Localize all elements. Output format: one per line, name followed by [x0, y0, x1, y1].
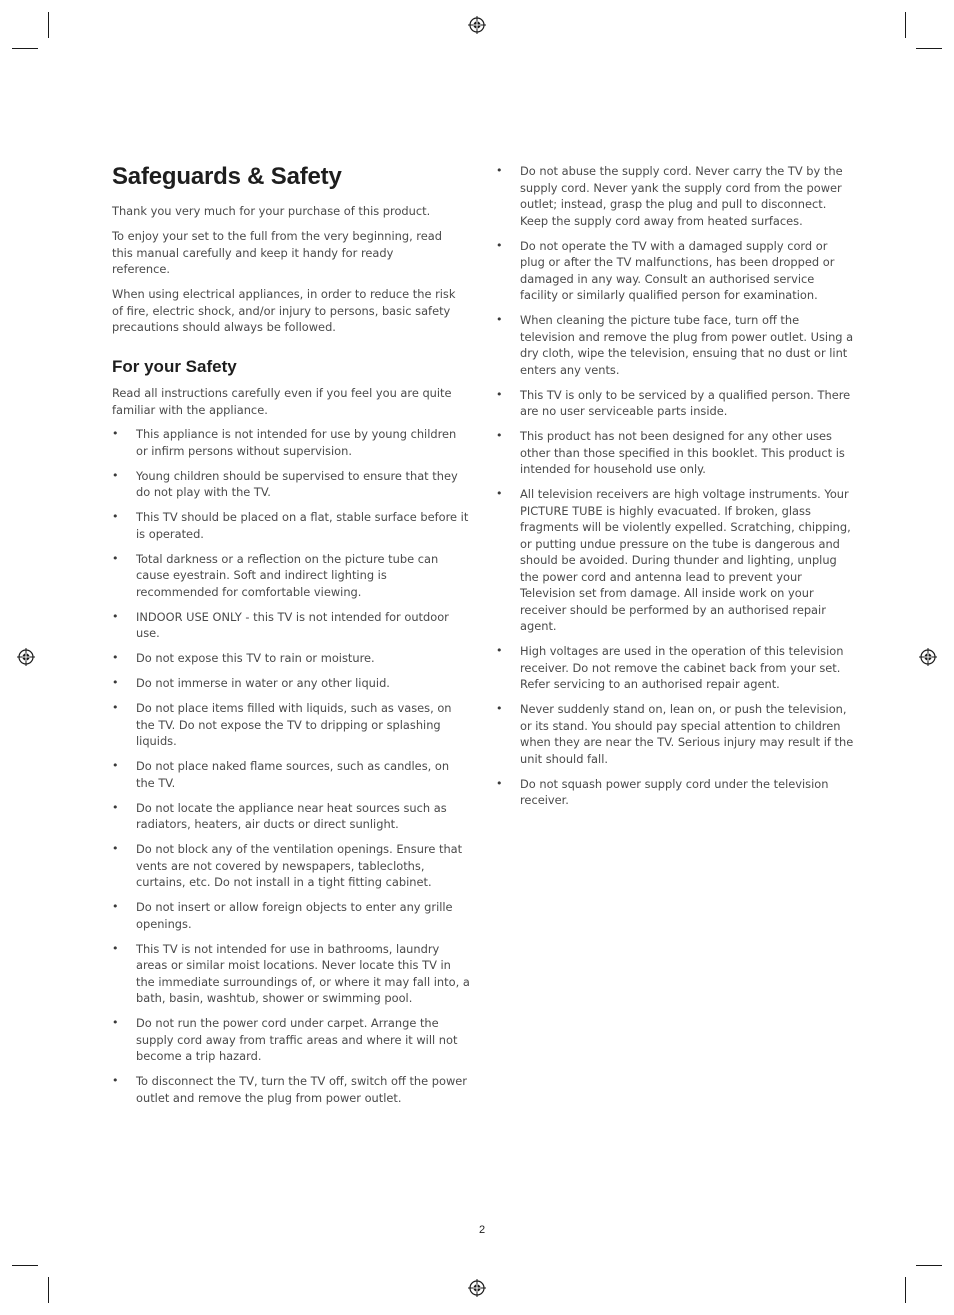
list-item: • Do not squash power supply cord under the television receiver.: [496, 776, 829, 807]
list-item: • This TV is not intended for use in bathrooms, laundry areas or similar moist locations. Never locate this TV in the immediate surroundings of, or where it may fall into, a bath, basin, washtub, shower or swimming pool.: [112, 941, 470, 1005]
bullet-icon: •: [496, 702, 503, 715]
intro-paragraph: To enjoy your set to the full from the very beginning, read this manual carefully and keep it handy for ready reference.: [112, 229, 442, 276]
bullet-icon: •: [112, 842, 119, 855]
list-item: • INDOOR USE ONLY - this TV is not intended for outdoor use.: [112, 609, 449, 640]
bullet-icon: •: [112, 427, 119, 440]
bullet-icon: •: [496, 776, 503, 790]
crop-mark-top-right-v: [905, 12, 906, 38]
crop-mark-top-right-h: [916, 48, 942, 49]
list-item: • Do not place items filled with liquids, such as vases, on the TV. Do not expose the TV to dripping or splashing liquids.: [112, 701, 452, 748]
bullet-icon: •: [496, 164, 503, 177]
bullet-icon: •: [112, 701, 119, 714]
crop-mark-bottom-right-v: [905, 1277, 906, 1303]
registration-target-icon: [468, 1279, 486, 1297]
page-number: 2: [478, 1224, 486, 1236]
intro-paragraph: Thank you very much for your purchase of this product.: [112, 204, 431, 218]
bullet-icon: •: [496, 313, 503, 326]
crop-mark-top-left-v: [48, 12, 49, 38]
crop-mark-bottom-right-h: [916, 1265, 942, 1266]
list-item: • Do not operate the TV with a damaged supply cord or plug or after the TV malfunctions, has been dropped or damaged in any way. Consult an authorised service facility or similarly qualified person for examination.: [496, 238, 835, 302]
bullet-icon: •: [112, 609, 119, 623]
list-item: • When cleaning the picture tube face, turn off the television and remove the plug from power outlet. Using a dry cloth, wipe the television, ensuing that no dust or lint enters any vents.: [496, 313, 854, 377]
bullet-icon: •: [112, 551, 119, 565]
list-item: • Do not run the power cord under carpet. Arrange the supply cord away from traffic areas and where it will not become a trip hazard.: [112, 1016, 458, 1063]
crop-mark-bottom-left-h: [12, 1265, 38, 1266]
bullet-icon: •: [112, 800, 119, 814]
list-item: • Do not immerse in water or any other liquid.: [112, 676, 390, 690]
section-intro: Read all instructions carefully even if you feel you are quite familiar with the appliance.: [112, 386, 452, 417]
bullet-icon: •: [112, 468, 119, 482]
list-item: • Do not abuse the supply cord. Never carry the TV by the supply cord. Never yank the supply cord from the power outlet; instead, grasp the plug and pull to disconnect. Keep the supply cord away from heated surfaces.: [496, 164, 843, 228]
bullet-icon: •: [496, 238, 503, 252]
list-item: • Do not insert or allow foreign objects to enter any grille openings.: [112, 900, 453, 931]
list-item: • To disconnect the TV, turn the TV off, switch off the power outlet and remove the plug from power outlet.: [112, 1074, 467, 1105]
intro-paragraph: When using electrical appliances, in order to reduce the risk of fire, electric shock, and/or injury to persons, basic safety precautions should always be followed.: [112, 287, 456, 334]
list-item: • All television receivers are high voltage instruments. Your PICTURE TUBE is highly evacuated. If broken, glass fragments will be violently expelled. Scratching, chipping, or putting undue pressure on the tube is dangerous and should be avoided. During thunder and lighting, unplug the power cord and antenna lead to prevent your Television set from damage. All inside work on your receiver should be performed by an authorised repair agent.: [496, 487, 851, 633]
list-item: • This appliance is not intended for use by young children or infirm persons without supervision.: [112, 427, 457, 458]
bullet-icon: •: [112, 900, 119, 913]
bullet-icon: •: [112, 510, 119, 523]
bullet-icon: •: [112, 759, 119, 772]
registration-target-icon: [17, 648, 35, 666]
bullet-icon: •: [496, 487, 503, 500]
list-item: • Do not block any of the ventilation openings. Ensure that vents are not covered by newspapers, tablecloths, curtains, etc. Do not install in a tight fitting cabinet.: [112, 842, 463, 889]
list-item: • Total darkness or a reflection on the picture tube can cause eyestrain. Soft and indirect lighting is recommended for comfortable viewing.: [112, 551, 439, 599]
bullet-icon: •: [496, 387, 503, 401]
list-item: • Young children should be supervised to ensure that they do not play with the TV.: [112, 468, 458, 499]
bullet-icon: •: [112, 676, 119, 689]
list-item: • Do not expose this TV to rain or moisture.: [112, 651, 375, 665]
list-item: • This product has not been designed for any other uses other than those specified in this booklet. This product is intended for household use only.: [496, 429, 845, 476]
crop-mark-bottom-left-v: [48, 1277, 49, 1303]
bullet-icon: •: [112, 1016, 119, 1029]
right-bullet-list: [496, 163, 854, 817]
list-item: • This TV is only to be serviced by a qualified person. There are no user serviceable parts inside.: [496, 387, 851, 418]
list-item: • This TV should be placed on a flat, stable surface before it is operated.: [112, 510, 469, 541]
bullet-icon: •: [496, 429, 503, 442]
registration-target-icon: [468, 16, 486, 34]
list-item: • Do not place naked flame sources, such as candles, on the TV.: [112, 759, 450, 790]
page-title: Safeguards & Safety: [112, 163, 342, 190]
bullet-icon: •: [496, 644, 503, 657]
registration-target-icon: [919, 648, 937, 666]
list-item: • Never suddenly stand on, lean on, or push the television, or its stand. You should pay special attention to children when they are near the TV. Serious injury may result if the unit should fall.: [496, 702, 854, 766]
bullet-icon: •: [112, 651, 119, 664]
section-heading: For your Safety: [112, 357, 237, 376]
list-item: • Do not locate the appliance near heat sources such as radiators, heaters, air ducts or direct sunlight.: [112, 800, 447, 831]
bullet-icon: •: [112, 1074, 119, 1087]
left-bullet-list: [112, 426, 470, 1115]
bullet-icon: •: [112, 941, 119, 955]
crop-mark-top-left-h: [12, 48, 38, 49]
list-item: • High voltages are used in the operation of this television receiver. Do not remove the cabinet back from your set. Refer servicing to an authorised repair agent.: [496, 644, 844, 691]
